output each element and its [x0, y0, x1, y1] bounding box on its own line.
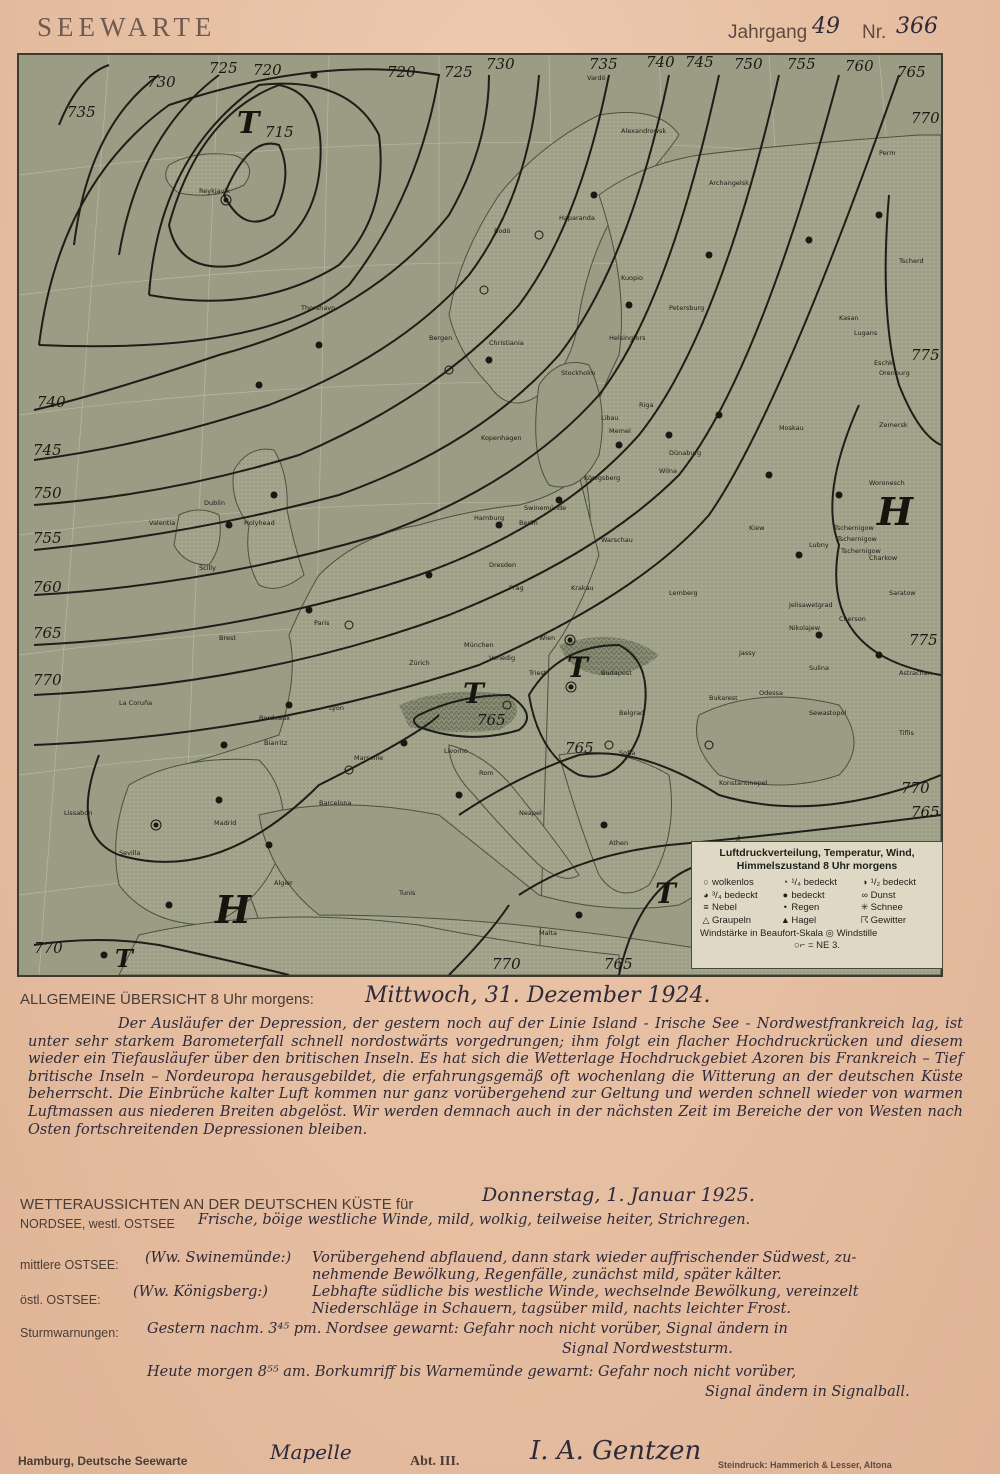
city-label: Riga [639, 401, 654, 409]
city-label: Livorno [444, 747, 468, 755]
city-label: Kuopio [621, 274, 643, 282]
jahrgang-label: Jahrgang [728, 22, 808, 43]
forecast-date: Donnerstag, 1. Januar 1925. [482, 1184, 755, 1206]
overview-text: Der Ausläufer der Depression, der gestern noch auf der Linie Island - Irische See - Nordwestfrankreich lag, ist unter sehr starkem Barometerfall schnell nordostwärts vorgedrungen; ihm folgt ein flacher Hochdruckrücken und diesem wieder ein Tiefausläufer über den britischen Inseln. Es hat sich die Wetterlage Hochdruckgebiet Azoren bis Frankreich – Tief britische Inseln – Nordeuropa herausgebildet, die erfahrungsgemäß oft wochenlang die Witterung an der deutschen Küste beherrscht. Die Einbrüche kalter Luft kommen nur ganz vorübergehend zur Geltung und werden schnell wieder von warmen Luftmassen aus niederen Breiten abgelöst. Wir werden demnach auch in der nächsten Zeit im Bereiche der von Westen nach Osten fortschreitenden Depressionen bleiben. [28, 1016, 963, 1138]
legend-item: ● bedeckt [782, 889, 825, 901]
issue-number-label: Nr. [862, 22, 887, 43]
isobar-label: 740 [646, 55, 675, 71]
footer-publisher: Hamburg, Deutsche Seewarte [18, 1454, 188, 1468]
low-pressure-center: T [237, 106, 260, 141]
printer-credit: Steindruck: Hammerich & Lesser, Altona [718, 1460, 892, 1470]
isobar-label: 745 [685, 55, 714, 71]
isobar-label: 755 [33, 529, 62, 547]
city-label: Bukarest [709, 694, 738, 702]
high-pressure-center: H [215, 887, 251, 932]
city-label: Prag [509, 584, 524, 592]
legend-item: ○ wolkenlos [703, 877, 754, 888]
city-label: Wilna [659, 467, 677, 475]
city-label: Triest [529, 669, 547, 677]
isobar-label: 725 [444, 63, 473, 81]
isobar-label: 715 [265, 123, 294, 141]
low-pressure-center: T [655, 877, 676, 910]
city-label: Tiflis [899, 729, 914, 737]
city-label: Neapel [519, 809, 542, 817]
city-label: Jelisawetgrad [789, 601, 833, 609]
oestl-ostsee-forecast-line1: Lebhafte südliche bis westliche Winde, wechselnde Bewölkung, vereinzelt [312, 1284, 859, 1300]
city-label: Biarritz [264, 739, 288, 747]
city-label: Malta [539, 929, 557, 937]
isobar-label: 765 [477, 711, 506, 729]
mittlere-ostsee-station: (Ww. Swinemünde:) [145, 1250, 292, 1266]
high-pressure-center: H [877, 489, 913, 534]
legend-item: ☈ Gewitter [860, 914, 907, 926]
legend-item: ∞ Dunst [861, 889, 896, 901]
legend-items [700, 877, 934, 926]
city-label: Berlin [519, 519, 538, 527]
city-label: Vardö [587, 74, 606, 82]
oestl-ostsee-station: (Ww. Königsberg:) [133, 1284, 268, 1300]
legend-title: Luftdruckverteilung, Temperatur, Wind, Himmelszustand 8 Uhr morgens [719, 847, 915, 872]
city-label: Reykjavik [199, 187, 231, 195]
legend-item: △ Graupeln [702, 914, 752, 926]
city-label: Barcelona [319, 799, 352, 807]
isobar-label: 760 [33, 578, 62, 596]
isobar-label: 750 [33, 484, 62, 502]
isobar-label: 735 [589, 55, 618, 73]
department: Abt. III. [410, 1454, 460, 1469]
legend-item: ◑ ¹/₂ bedeckt [861, 877, 917, 888]
isobar-label: 740 [37, 393, 66, 411]
mittlere-ostsee-forecast-line2: nehmende Bewölkung, Regenfälle, zunächst mild, später kälter. [312, 1267, 782, 1283]
city-label: Bordeaux [259, 714, 291, 722]
isobar-label: 730 [147, 73, 176, 91]
isobar-label: 720 [253, 61, 282, 79]
signature-2: I. A. Gentzen [530, 1436, 702, 1466]
city-label: Tschernigow [841, 547, 881, 555]
city-label: Königsberg [584, 474, 621, 482]
city-label: Saratow [889, 589, 916, 597]
city-label: Algier [274, 879, 293, 887]
isobar-label: 750 [734, 55, 763, 73]
city-label: Kasan [839, 314, 859, 322]
legend-footer: Windstärke in Beaufort-Skala ◎ Windstille [700, 928, 878, 939]
issue-number-value: 366 [896, 14, 938, 39]
isobar-label: 745 [33, 441, 62, 459]
city-label: Sevilla [119, 849, 141, 857]
oestl-ostsee-label: östl. OSTSEE: [20, 1293, 101, 1307]
city-label: Stockholm [561, 369, 596, 377]
isobar-label: 775 [911, 346, 940, 364]
city-label: Tschernigow [837, 535, 877, 543]
city-label: Kopenhagen [481, 434, 522, 442]
isobar-label: 770 [33, 671, 62, 689]
storm-warning-line1: Gestern nachm. 3⁴⁵ pm. Nordsee gewarnt: Gefahr noch nicht vorüber, Signal ändern in [147, 1321, 788, 1337]
city-label: Lyon [329, 704, 344, 712]
city-label: Jassy [739, 649, 756, 657]
city-label: Helsingfors [609, 334, 646, 342]
city-label: Cherson [839, 615, 866, 623]
city-label: Memel [609, 427, 631, 435]
weather-map-svg [19, 55, 941, 975]
city-label: Dresden [489, 561, 517, 569]
city-label: Athen [609, 839, 629, 847]
city-label: Odessa [759, 689, 783, 697]
city-label: Kiew [749, 524, 765, 532]
city-label: Tscherd [899, 257, 924, 265]
city-label: Eschkl [874, 359, 895, 367]
isobar-label: 765 [911, 803, 940, 821]
storm-warning-line4: Signal ändern in Signalball. [705, 1384, 910, 1400]
low-pressure-center: T [567, 651, 588, 684]
isobar-label: 775 [909, 631, 938, 649]
legend-item: ✳ Schnee [860, 902, 903, 913]
city-label: Lissabon [64, 809, 93, 817]
mittlere-ostsee-forecast-line1: Vorübergehend abflauend, dann stark wieder auffrischender Südwest, zu- [312, 1250, 857, 1266]
map-legend [691, 841, 943, 969]
overview-date: Mittwoch, 31. Dezember 1924. [365, 983, 711, 1008]
storm-warning-line3: Heute morgen 8⁵⁵ am. Borkumriff bis Warnemünde gewarnt: Gefahr noch nicht vorüber, [147, 1364, 797, 1380]
city-label: Zemersk [879, 421, 908, 429]
city-label: Charkow [869, 554, 898, 562]
city-label: Belgrad [619, 709, 645, 717]
city-label: Wien [539, 634, 556, 642]
isobar-label: 720 [387, 63, 416, 81]
city-label: Holyhead [244, 519, 275, 527]
city-label: Tunis [399, 889, 416, 897]
storm-warnings-label: Sturmwarnungen: [20, 1326, 119, 1340]
city-label: Bergen [429, 334, 453, 342]
city-label: Christiania [489, 339, 524, 347]
city-label: Paris [314, 619, 330, 627]
nordsee-forecast: Frische, böige westliche Winde, mild, wolkig, teilweise heiter, Strichregen. [198, 1212, 751, 1228]
city-label: Zürich [409, 659, 430, 667]
city-label: Brest [219, 634, 236, 642]
city-label: München [464, 641, 494, 649]
mittlere-ostsee-label: mittlere OSTSEE: [20, 1258, 119, 1272]
low-pressure-center: T [463, 677, 484, 710]
wind-arrow-icon: ○⌐ [794, 939, 806, 951]
isobar-label: 765 [897, 63, 926, 81]
isobar-label: 730 [486, 55, 515, 73]
legend-wind-example: ○⌐ = NE 3. [794, 939, 840, 951]
isobar-label: 765 [565, 739, 594, 757]
city-label: Budapest [601, 669, 632, 677]
storm-warning-line2: Signal Nordweststurm. [562, 1341, 733, 1357]
isobar-label: 770 [901, 779, 930, 797]
nordsee-label: NORDSEE, westl. OSTSEE [20, 1217, 175, 1231]
isobar-label: 770 [911, 109, 940, 127]
legend-item: ▲ Hagel [780, 914, 817, 926]
forecast-label: WETTERAUSSICHTEN AN DER DEUTSCHEN KÜSTE für [20, 1196, 414, 1213]
city-label: Warschau [601, 536, 633, 544]
legend-item: ≡ Nebel [703, 902, 737, 913]
city-label: Moskau [779, 424, 804, 432]
signature-1: Mapelle [270, 1440, 352, 1464]
city-label: Alexandrowsk [621, 127, 667, 135]
city-label: Hamburg [474, 514, 505, 522]
city-label: Rom [479, 769, 494, 777]
city-label: Dublin [204, 499, 225, 507]
city-label: Nikolajew [789, 624, 821, 632]
isobar-label: 765 [33, 624, 62, 642]
city-label: Archangelsk [709, 179, 749, 187]
city-label: Sewastopol [809, 709, 847, 717]
city-label: Krakau [571, 584, 594, 592]
city-label: Madrid [214, 819, 237, 827]
city-label: Lugans [854, 329, 878, 337]
city-label: Lubny [809, 541, 829, 549]
city-label: Valentia [149, 519, 176, 527]
city-label: Konstantinopel [719, 779, 768, 787]
isobar-label: 735 [67, 103, 96, 121]
city-label: Lemberg [669, 589, 698, 597]
weather-map [17, 53, 943, 977]
city-label: Venedig [489, 654, 516, 662]
legend-item: ◕ ³/₄ bedeckt [703, 889, 758, 901]
city-label: Orenburg [879, 369, 910, 377]
overview-label: ALLGEMEINE ÜBERSICHT 8 Uhr morgens: [20, 991, 314, 1008]
publication-title: SEEWARTE [37, 12, 217, 42]
city-label: Haparanda [559, 214, 595, 222]
city-label: Woronesch [869, 479, 905, 487]
city-label: Dünaburg [669, 449, 702, 457]
city-label: Thorshavn [301, 304, 336, 312]
city-label: Sofia [619, 749, 636, 757]
isobar-label: 770 [492, 955, 521, 973]
city-label: Perm [879, 149, 896, 157]
city-label: Marseille [354, 754, 384, 762]
low-pressure-center: T [115, 944, 133, 973]
city-label: Sulina [809, 664, 829, 672]
isobar-label: 760 [845, 57, 874, 75]
jahrgang-value: 49 [812, 14, 840, 39]
isobar-label: 725 [209, 59, 238, 77]
oestl-ostsee-forecast-line2: Niederschläge in Schauern, tagsüber mild, nachts leichter Frost. [312, 1301, 792, 1317]
isobar-label: 770 [34, 939, 63, 957]
city-label: Tschernigow [834, 524, 874, 532]
city-label: Libau [601, 414, 619, 422]
city-label: La Coruña [119, 699, 153, 707]
legend-item: • Regen [783, 902, 820, 913]
city-label: Petersburg [669, 304, 705, 312]
isobar-label: 765 [604, 955, 633, 973]
city-label: Astrachan [899, 669, 932, 677]
city-label: Bodö [494, 227, 511, 235]
city-label: Scilly [199, 564, 216, 572]
legend-item: ◔ ¹/₄ bedeckt [782, 877, 837, 888]
city-label: Swinemünde [524, 504, 567, 512]
isobar-label: 755 [787, 55, 816, 73]
